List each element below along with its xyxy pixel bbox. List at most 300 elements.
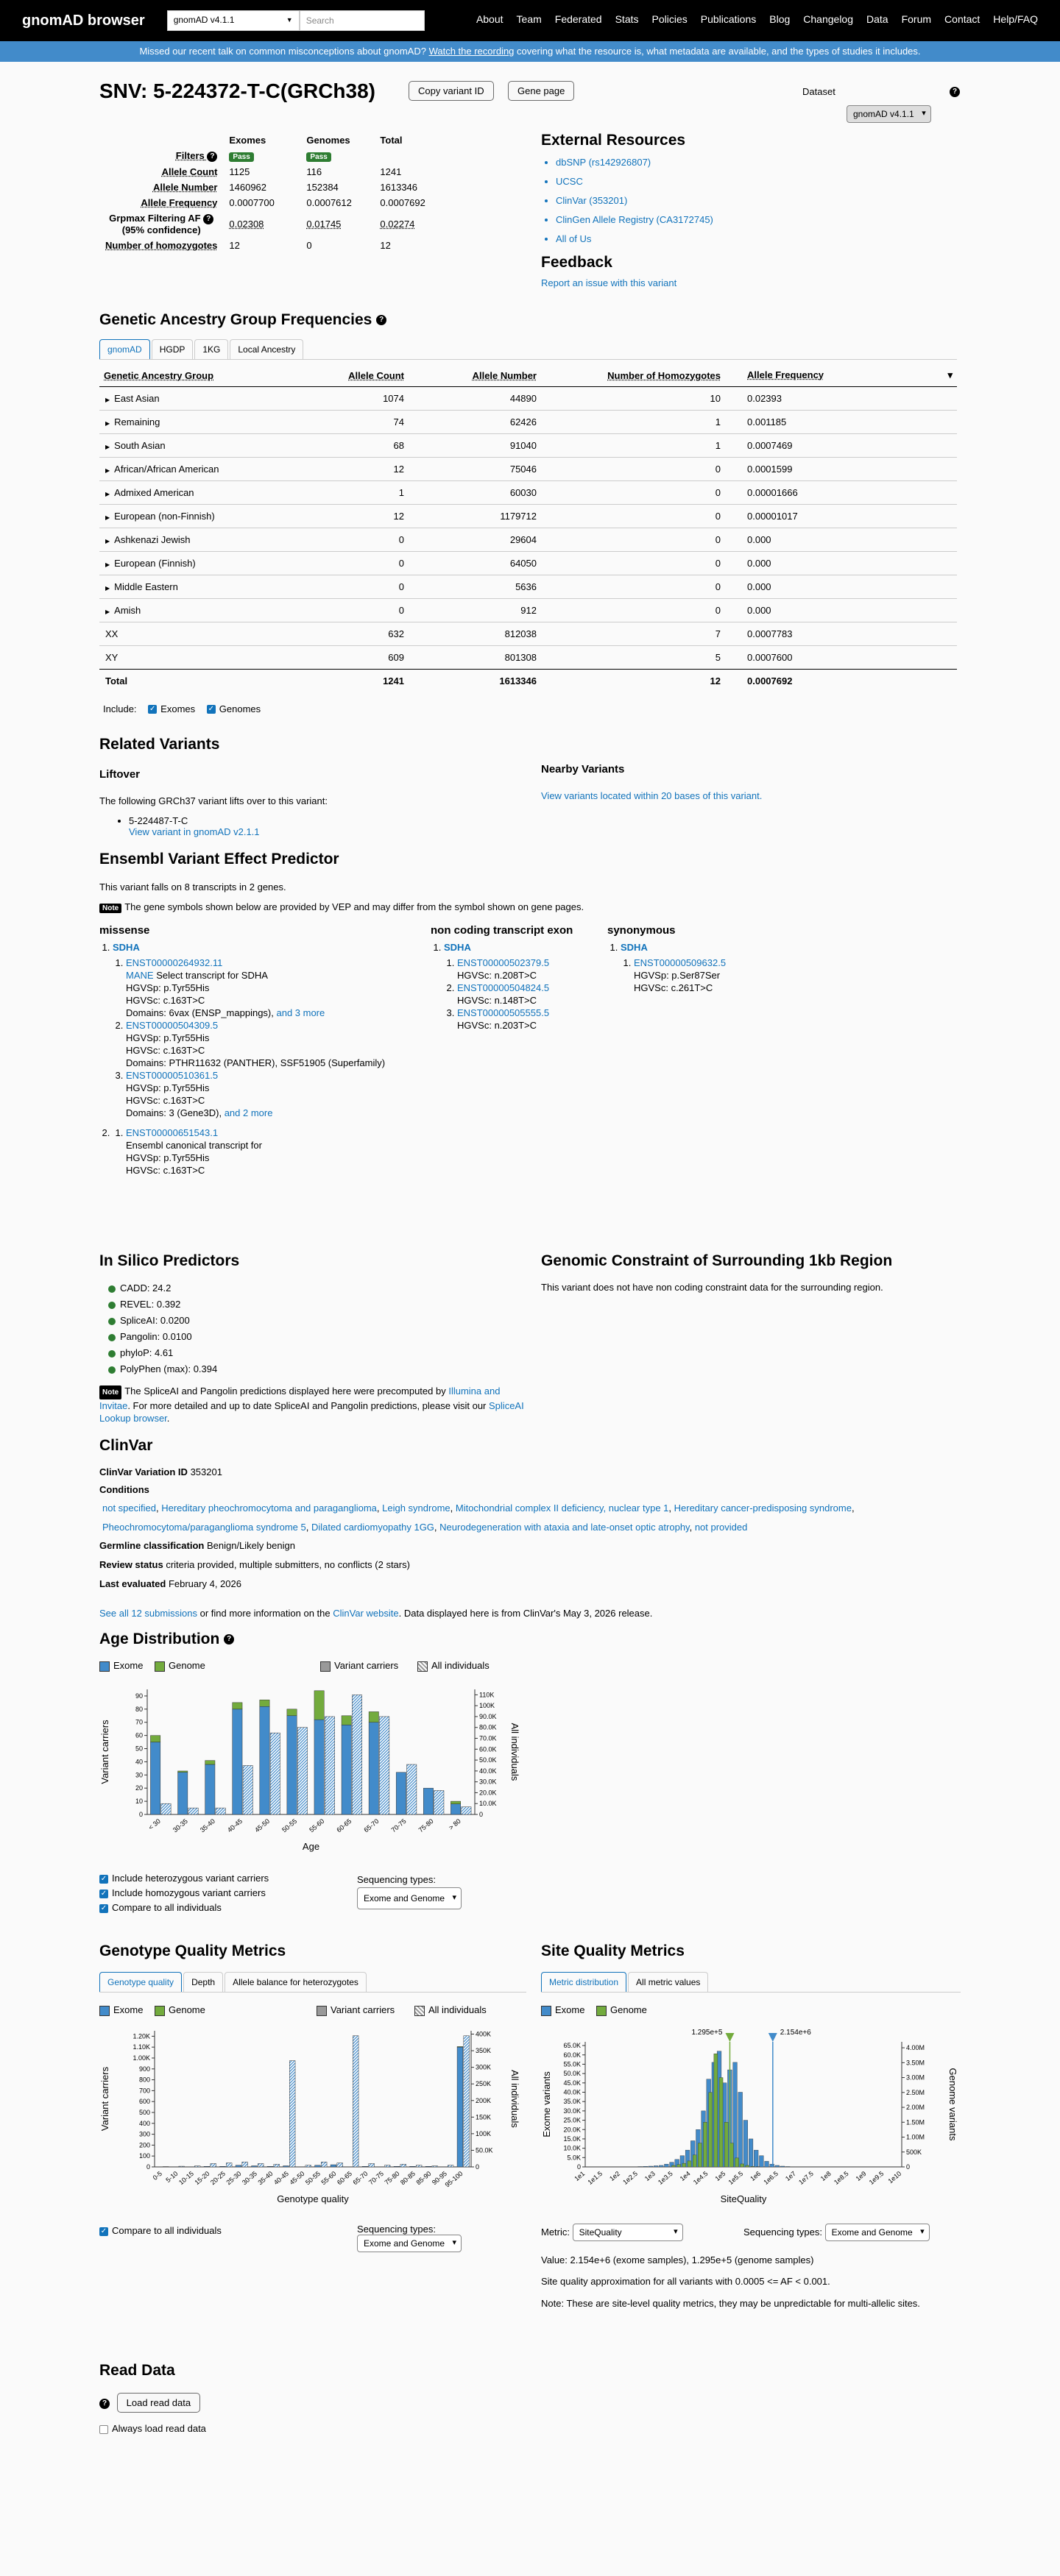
grpmax-exomes[interactable]: 0.02308: [229, 218, 264, 230]
nav-stats[interactable]: Stats: [615, 13, 639, 25]
bar-exome: [649, 2166, 653, 2167]
bar-genome: [704, 2122, 707, 2167]
help-icon[interactable]: ?: [203, 214, 213, 224]
x-tick-label: 1e3: [643, 2169, 657, 2183]
y-tick-label: 700: [138, 2087, 150, 2095]
group-name: ▶ Admixed American: [99, 481, 291, 505]
y2-tick-label: 350K: [476, 2047, 492, 2055]
gene-link-sdha[interactable]: SDHA: [113, 942, 140, 953]
y2-tick-label: 400K: [476, 2030, 492, 2038]
metric-select[interactable]: SiteQuality ▾: [573, 2224, 683, 2241]
site-quality-value: Value: 2.154e+6 (exome samples), 1.295e+5 (genome samples): [541, 2254, 814, 2265]
condition-link[interactable]: Hereditary cancer-predisposing syndrome: [674, 1502, 852, 1514]
table-row[interactable]: [99, 552, 957, 575]
y-tick-label: 15.0K: [563, 2135, 581, 2143]
tab-allele-balance[interactable]: Allele balance for heterozygotes: [225, 1972, 367, 1992]
x-tick-label: 1e1.5: [586, 2169, 604, 2187]
cell-af: 0.000: [725, 552, 957, 575]
link-allofus[interactable]: • All of Us: [556, 231, 713, 247]
read-data-title: Read Data: [99, 2362, 175, 2379]
y2-axis-label: Genome variants: [947, 2068, 958, 2141]
bar-exome: [267, 2166, 273, 2167]
sq-controls: [541, 2222, 961, 2244]
y-tick-label: 0: [146, 2163, 150, 2171]
y-tick-label: 30: [135, 1771, 143, 1779]
compare-all-checkbox[interactable]: ✓ Compare to all individuals: [100, 1902, 222, 1913]
expand-icon[interactable]: ▶: [105, 608, 110, 615]
cell-af: 0.0007783: [725, 622, 957, 646]
table-row-total: [99, 670, 957, 693]
y-tick-label: 200: [138, 2141, 150, 2149]
cell-ac: 0: [291, 599, 409, 622]
constraint-section: [541, 1252, 953, 1293]
y2-tick-label: 10.0K: [479, 1800, 497, 1808]
condition-link[interactable]: not specified: [102, 1502, 156, 1514]
nav-changelog[interactable]: Changelog: [803, 13, 854, 25]
x-tick-label: 1e4: [678, 2169, 692, 2183]
table-row[interactable]: [99, 458, 957, 481]
y-tick-label: 50: [135, 1745, 143, 1753]
insilico-note: Note The SpliceAI and Pangolin predictions displayed here were precomputed by Illumina and Invitae. For more detailed and up to date SpliceAI and Pangolin predictions, please visit our SpliceAI Lookup browser.: [99, 1385, 524, 1424]
conditions-list: not specified, Hereditary pheochromocytoma and paraganglioma, Leigh syndrome, Mitochondrial complex II deficiency, nuclear type 1, Hereditary cancer-predisposing syndrome, Pheochromocytoma/paraganglioma syndrome 5, Dilated cardiomyopathy 1GG, Neurodegeneration with ataxia and late-onset optic atrophy, not provided: [102, 1502, 855, 1533]
tab-metric-distribution[interactable]: Metric distribution: [541, 1972, 626, 1992]
read-data-section: [99, 2362, 206, 2434]
bar-genome: [672, 2165, 676, 2167]
grpmax-total[interactable]: 0.02274: [380, 218, 415, 230]
y2-axis-label: All individuals: [509, 1722, 520, 1781]
nav-blog[interactable]: Blog: [769, 13, 791, 25]
banner-link[interactable]: Watch the recording: [428, 46, 515, 57]
expand-icon[interactable]: ▶: [105, 397, 110, 403]
transcript-link[interactable]: ENST00000505555.5: [457, 1007, 550, 1018]
help-icon[interactable]: ?: [207, 152, 217, 162]
condition-link[interactable]: not provided: [694, 1522, 748, 1533]
x-tick-label: 50-55: [303, 2169, 322, 2187]
condition-link[interactable]: Neurodegeneration with ataxia and late-onset optic atrophy: [439, 1522, 690, 1533]
transcript-link[interactable]: ENST00000504824.5: [457, 982, 550, 993]
clinvar-website-link[interactable]: ClinVar website: [333, 1608, 399, 1619]
cell-af: 0.000: [725, 575, 957, 599]
cell-hom: 1: [541, 411, 725, 434]
constraint-title: Genomic Constraint of Surrounding 1kb Region: [541, 1252, 893, 1269]
gene-link-sdha[interactable]: SDHA: [444, 942, 471, 953]
tab-depth[interactable]: Depth: [183, 1972, 223, 1992]
bar-all-individuals: [337, 2163, 343, 2167]
exome-marker-arrow: [768, 2033, 777, 2042]
dataset-select[interactable]: [167, 10, 300, 31]
y2-tick-label: 1.00M: [906, 2133, 925, 2141]
bar-exome: [394, 2166, 400, 2167]
bar-genome: [719, 2078, 723, 2167]
bar-exome: [423, 1788, 433, 1814]
liftover-text: The following GRCh37 variant lifts over to this variant:: [99, 795, 328, 806]
transcript-link[interactable]: ENST00000651543.1: [126, 1127, 219, 1138]
help-icon[interactable]: ?: [99, 2399, 110, 2409]
insilico-title: In Silico Predictors: [99, 1252, 240, 1269]
nav-policies[interactable]: Policies: [651, 13, 688, 25]
bar-all-individuals: [274, 2164, 280, 2167]
cell-an: 64050: [409, 552, 541, 575]
total-af: 0.0007692: [725, 670, 957, 693]
cell-af: 0.00001017: [725, 505, 957, 528]
seq-label: Sequencing types:: [743, 2226, 822, 2238]
table-row[interactable]: [99, 528, 957, 552]
predictor-pangolin: Pangolin: 0.0100: [108, 1329, 526, 1345]
bar-exome: [765, 2161, 769, 2167]
sequencing-type-select[interactable]: Exome and Genome ▾: [825, 2224, 930, 2241]
x-tick-label: 70-75: [389, 1817, 408, 1834]
y-axis-label: Variant carriers: [99, 2066, 110, 2132]
x-tick-label: 35-40: [198, 1817, 216, 1834]
related-title: Related Variants: [99, 736, 220, 753]
transcript-link[interactable]: ENST00000510361.5: [126, 1070, 219, 1081]
y2-tick-label: 30.0K: [479, 1778, 497, 1786]
bar-all-individuals: [462, 1807, 471, 1814]
bar-exome: [775, 2165, 780, 2167]
cell-af: 0.000: [725, 599, 957, 622]
nav-data[interactable]: Data: [866, 13, 888, 25]
tab-gnomad[interactable]: gnomAD: [99, 339, 150, 359]
x-tick-label: 20-25: [208, 2169, 227, 2187]
predictor-polyphen: PolyPhen (max): 0.394: [108, 1361, 526, 1377]
x-tick-label: 40-45: [226, 1817, 244, 1834]
cell-hom: 5: [541, 646, 725, 670]
gene-link-sdha[interactable]: SDHA: [621, 942, 648, 953]
bar-exome: [643, 2166, 648, 2167]
sort-icon: ▾: [947, 369, 953, 380]
report-issue-link[interactable]: Report an issue with this variant: [541, 277, 677, 288]
ancestry-table: [99, 364, 957, 693]
homozygotes-total: 12: [380, 239, 391, 251]
exomes-checkbox[interactable]: ✓ Exomes: [149, 703, 196, 714]
bar-exome: [425, 2166, 431, 2167]
condition-link[interactable]: Mitochondrial complex II deficiency, nuclear type 1: [455, 1502, 669, 1514]
y2-tick-label: 4.00M: [906, 2044, 925, 2052]
cell-an: 5636: [409, 575, 541, 599]
help-icon[interactable]: ?: [950, 87, 960, 97]
allele-count-total: 1241: [380, 166, 402, 177]
brand-logo[interactable]: gnomAD browser: [22, 12, 145, 29]
table-row[interactable]: [99, 505, 957, 528]
sequencing-type-select[interactable]: Exome and Genome ▾: [357, 1887, 462, 1909]
cell-ac: 632: [291, 622, 409, 646]
link-clinvar[interactable]: • ClinVar (353201): [556, 193, 713, 209]
cell-hom: 0: [541, 481, 725, 505]
y-tick-label: 600: [138, 2098, 150, 2106]
expand-icon[interactable]: ▶: [105, 561, 110, 568]
external-resources-title: External Resources: [541, 132, 686, 149]
table-row[interactable]: [99, 411, 957, 434]
liftover-title: Liftover: [99, 768, 141, 781]
bar-all-individuals: [226, 2163, 232, 2167]
cell-an: 75046: [409, 458, 541, 481]
bar-exome: [780, 2166, 785, 2167]
cell-af: 0.0007600: [725, 646, 957, 670]
condition-link[interactable]: Dilated cardiomyopathy 1GG: [311, 1522, 434, 1533]
x-axis-label: SiteQuality: [720, 2193, 767, 2204]
x-tick-label: 80-85: [398, 2169, 417, 2187]
transcript-link[interactable]: ENST00000509632.5: [634, 957, 727, 968]
liftover-link[interactable]: View variant in gnomAD v2.1.1: [129, 826, 260, 837]
related-variants: [99, 736, 328, 840]
nav-team[interactable]: Team: [516, 13, 542, 25]
bar-genome: [682, 2163, 686, 2167]
bar-all-individuals: [297, 1728, 307, 1814]
legend-exome: Exome: [541, 2004, 584, 2016]
help-icon[interactable]: ?: [224, 1634, 234, 1644]
bar-all-individuals: [270, 1733, 280, 1814]
help-icon[interactable]: ?: [376, 315, 386, 325]
bar-all-individuals: [434, 1790, 444, 1814]
illumina-link[interactable]: Illumina and Invitae: [99, 1385, 501, 1411]
synonymous-title: synonymous: [607, 924, 676, 937]
y2-tick-label: 60.0K: [479, 1745, 497, 1753]
x-tick-label: 1e6.5: [762, 2169, 780, 2187]
y-tick-label: 10.0K: [563, 2144, 581, 2152]
bar-exome: [150, 1742, 160, 1814]
y-tick-label: 1.20K: [132, 2032, 150, 2040]
condition-link[interactable]: Hereditary pheochromocytoma and paraganglioma: [161, 1502, 377, 1514]
predictor-revel: REVEL: 0.392: [108, 1296, 526, 1313]
mane-link[interactable]: MANE: [126, 970, 154, 981]
noncoding-column: non coding transcript exon 1. SDHA 1. ENST00000502379.5 HGVSc: n.208T>C 2. ENST00000504824.5 HGVSc: n.148T>C 3. ENST00000505555.5 HGVSc: n.203T>C: [431, 924, 607, 1032]
y2-tick-label: 1.50M: [906, 2118, 925, 2126]
compare-all-checkbox[interactable]: ✓ Compare to all individuals: [100, 2225, 222, 2236]
allele-count-genomes: 116: [306, 166, 322, 177]
tab-1kg[interactable]: 1KG: [194, 339, 228, 359]
nav-contact[interactable]: Contact: [944, 13, 981, 25]
bar-exome: [369, 1722, 378, 1814]
grpmax-genomes[interactable]: 0.01745: [306, 218, 342, 230]
bar-genome: [451, 1801, 460, 1804]
x-tick-label: 70-75: [367, 2169, 386, 2187]
y2-tick-label: 2.50M: [906, 2088, 925, 2096]
table-row[interactable]: [99, 575, 957, 599]
clinvar-id: 353201: [190, 1466, 222, 1477]
include-het-checkbox[interactable]: ✓ Include heterozygous variant carriers: [100, 1873, 269, 1884]
bar-exome: [220, 2166, 226, 2167]
expand-icon[interactable]: ▶: [105, 585, 110, 592]
bar-all-individuals: [179, 2166, 185, 2167]
cell-hom: 0: [541, 575, 725, 599]
search-input[interactable]: Search: [300, 10, 425, 31]
bar-exome: [754, 2150, 758, 2167]
transcript-link[interactable]: ENST00000502379.5: [457, 957, 550, 968]
bar-genome: [735, 2158, 739, 2167]
expand-icon[interactable]: ▶: [105, 491, 110, 497]
col-total: Total: [380, 135, 403, 146]
bar-all-individuals: [211, 2163, 216, 2167]
cell-ac: 1: [291, 481, 409, 505]
sequencing-type-select[interactable]: Exome and Genome ▾: [357, 2235, 462, 2252]
dataset-dropdown[interactable]: gnomAD v4.1.1 ▾: [847, 105, 931, 123]
clinvar-title: ClinVar: [99, 1437, 153, 1454]
x-tick-label: 65-70: [351, 2169, 370, 2187]
predictor-spliceai: SpliceAI: 0.0200: [108, 1313, 526, 1329]
age-title: Age Distribution ?: [99, 1631, 526, 1648]
x-tick-label: 1e1: [573, 2169, 587, 2183]
nav-forum[interactable]: Forum: [901, 13, 932, 25]
col-allele-count[interactable]: Allele Count: [291, 364, 409, 387]
cell-an: 29604: [409, 528, 541, 552]
tab-genotype-quality[interactable]: Genotype quality: [99, 1972, 182, 1992]
bar-genome: [724, 2122, 728, 2167]
table-row[interactable]: [99, 481, 957, 505]
transcript-link[interactable]: ENST00000504309.5: [126, 1020, 219, 1031]
nav-publications[interactable]: Publications: [700, 13, 757, 25]
expand-icon[interactable]: ▶: [105, 467, 110, 474]
y2-axis-label: All individuals: [509, 2070, 520, 2128]
always-load-checkbox[interactable]: Always load read data: [99, 2423, 206, 2434]
link-clingen[interactable]: • ClinGen Allele Registry (CA3172745): [556, 212, 713, 228]
allele-count-exomes: 1125: [229, 166, 250, 177]
col-homozygotes[interactable]: Number of Homozygotes: [541, 364, 725, 387]
cell-an: 912: [409, 599, 541, 622]
cell-ac: 609: [291, 646, 409, 670]
clinvar-footer: See all 12 submissions or find more information on the ClinVar website. Data displayed here is from ClinVar's May 3, 2026 release.: [99, 1608, 653, 1619]
y2-tick-label: 200K: [476, 2096, 492, 2104]
group-name: ▶ African/African American: [99, 458, 291, 481]
y-tick-label: 10: [135, 1798, 143, 1806]
cell-ac: 74: [291, 411, 409, 434]
exomes-pass-badge: Pass: [229, 152, 253, 162]
cell-an: 44890: [409, 387, 541, 411]
legend-variant-carriers: Variant carriers: [320, 1660, 398, 1672]
table-row[interactable]: [99, 387, 957, 411]
tab-all-metric-values[interactable]: All metric values: [628, 1972, 708, 1992]
bar-all-individuals: [379, 1717, 389, 1814]
cell-ac: 0: [291, 528, 409, 552]
y-tick-label: 5.0K: [567, 2154, 581, 2162]
bar-exome: [233, 1709, 242, 1814]
bar-all-individuals: [448, 2165, 453, 2167]
bar-all-individuals: [321, 2162, 327, 2167]
x-tick-label: 1e9.5: [867, 2169, 886, 2187]
bar-genome: [260, 1700, 269, 1706]
x-tick-label: 1e10: [886, 2169, 903, 2185]
bar-all-individuals: [464, 2036, 470, 2167]
bar-exome: [342, 1725, 351, 1814]
x-tick-label: 30-35: [171, 1817, 189, 1834]
bar-exome: [659, 2165, 663, 2167]
banner-text: Missed our recent talk on common misconceptions about gnomAD?: [139, 46, 426, 57]
bar-exome: [457, 2047, 463, 2167]
col-allele-frequency[interactable]: Allele Frequency ▾: [725, 364, 957, 387]
y-tick-label: 90: [135, 1692, 143, 1700]
review-status: criteria provided, multiple submitters, no conflicts (2 stars): [166, 1559, 410, 1570]
x-tick-label: 1e2.5: [621, 2169, 639, 2187]
bar-exome: [236, 2165, 241, 2167]
nav-help[interactable]: Help/FAQ: [993, 13, 1038, 25]
y-axis-label: Exome variants: [541, 2071, 552, 2137]
expand-icon[interactable]: ▶: [105, 420, 110, 427]
page-title: SNV: 5-224372-T-C(GRCh38): [99, 79, 376, 102]
bar-all-individuals: [384, 2165, 390, 2167]
legend-exome: Exome: [99, 1660, 143, 1672]
legend-genome: Genome: [155, 1660, 205, 1672]
cell-hom: 0: [541, 599, 725, 622]
x-tick-label: 1e4.5: [691, 2169, 710, 2187]
tab-local-ancestry[interactable]: Local Ancestry: [230, 339, 303, 359]
condition-link[interactable]: Leigh syndrome: [382, 1502, 451, 1514]
load-read-data-button[interactable]: Load read data: [117, 2393, 200, 2413]
group-name: ▶ South Asian: [99, 434, 291, 458]
col-group[interactable]: Genetic Ancestry Group: [99, 364, 291, 387]
bar-all-individuals: [369, 2163, 375, 2167]
vep-title: Ensembl Variant Effect Predictor: [99, 851, 339, 867]
copy-variant-id-button[interactable]: Copy variant ID: [409, 81, 494, 101]
y2-tick-label: 150K: [476, 2113, 492, 2121]
expand-icon[interactable]: ▶: [105, 514, 110, 521]
x-axis-label: Age: [302, 1841, 320, 1852]
y-tick-label: 20: [135, 1784, 143, 1792]
seq-label: Sequencing types:: [357, 2224, 436, 2235]
y2-tick-label: 3.50M: [906, 2059, 925, 2067]
vep-section: [99, 851, 961, 1176]
expand-icon[interactable]: ▶: [105, 444, 110, 450]
spliceai-lookup-link[interactable]: SpliceAI Lookup browser: [99, 1400, 524, 1424]
table-row[interactable]: [99, 599, 957, 622]
table-row[interactable]: [99, 434, 957, 458]
y-tick-label: 25.0K: [563, 2116, 581, 2124]
bar-genome: [741, 2164, 744, 2167]
bar-exome: [638, 2166, 643, 2167]
bar-genome: [751, 2166, 755, 2167]
bar-all-individuals: [216, 1808, 225, 1814]
external-resources: [541, 132, 713, 291]
bar-exome: [260, 1706, 269, 1814]
announcement-banner: [0, 41, 1060, 62]
x-tick-label: 1e5: [713, 2169, 727, 2183]
nav-about[interactable]: About: [476, 13, 504, 25]
genomes-checkbox[interactable]: ✓ Genomes: [208, 703, 261, 714]
transcript-link[interactable]: ENST00000264932.11: [126, 957, 223, 968]
y-axis-label: Variant carriers: [99, 1720, 110, 1784]
more-domains-link[interactable]: and 2 more: [224, 1107, 273, 1118]
x-tick-label: 1e8: [819, 2169, 833, 2183]
nearby-link[interactable]: View variants located within 20 bases of this variant.: [541, 790, 763, 801]
tab-hgdp[interactable]: HGDP: [152, 339, 194, 359]
x-tick-label: 50-55: [280, 1817, 299, 1834]
col-genomes: Genomes: [306, 135, 350, 146]
predictor-phylop: phyloP: 4.61: [108, 1345, 526, 1361]
site-quality-section: [541, 1942, 961, 2310]
bar-genome: [688, 2161, 691, 2167]
group-name: XY: [99, 646, 291, 670]
expand-icon[interactable]: ▶: [105, 538, 110, 544]
bar-exome: [178, 1773, 188, 1814]
see-all-submissions-link[interactable]: See all 12 submissions: [99, 1608, 197, 1619]
link-ucsc[interactable]: • UCSC: [556, 174, 713, 190]
cell-hom: 0: [541, 505, 725, 528]
more-domains-link[interactable]: and 3 more: [276, 1007, 325, 1018]
bar-genome: [709, 2093, 713, 2167]
bar-genome: [287, 1709, 297, 1716]
bar-all-individuals: [400, 2164, 406, 2167]
legend-genome: Genome: [596, 2004, 647, 2016]
x-tick-label: 25-30: [225, 2169, 243, 2187]
y2-tick-label: 500K: [906, 2148, 922, 2156]
include-hom-checkbox[interactable]: ✓ Include homozygous variant carriers: [100, 1887, 266, 1898]
col-allele-number[interactable]: Allele Number: [409, 364, 541, 387]
condition-link[interactable]: Pheochromocytoma/paraganglioma syndrome 5: [102, 1522, 306, 1533]
gene-page-button[interactable]: Gene page: [508, 81, 574, 101]
nav-federated[interactable]: Federated: [554, 13, 602, 25]
liftover-variant: 5-224487-T-C: [129, 815, 188, 826]
y2-tick-label: 100K: [476, 2129, 492, 2137]
bar-exome: [743, 2121, 748, 2167]
link-dbsnp[interactable]: • dbSNP (rs142926807): [556, 155, 713, 171]
